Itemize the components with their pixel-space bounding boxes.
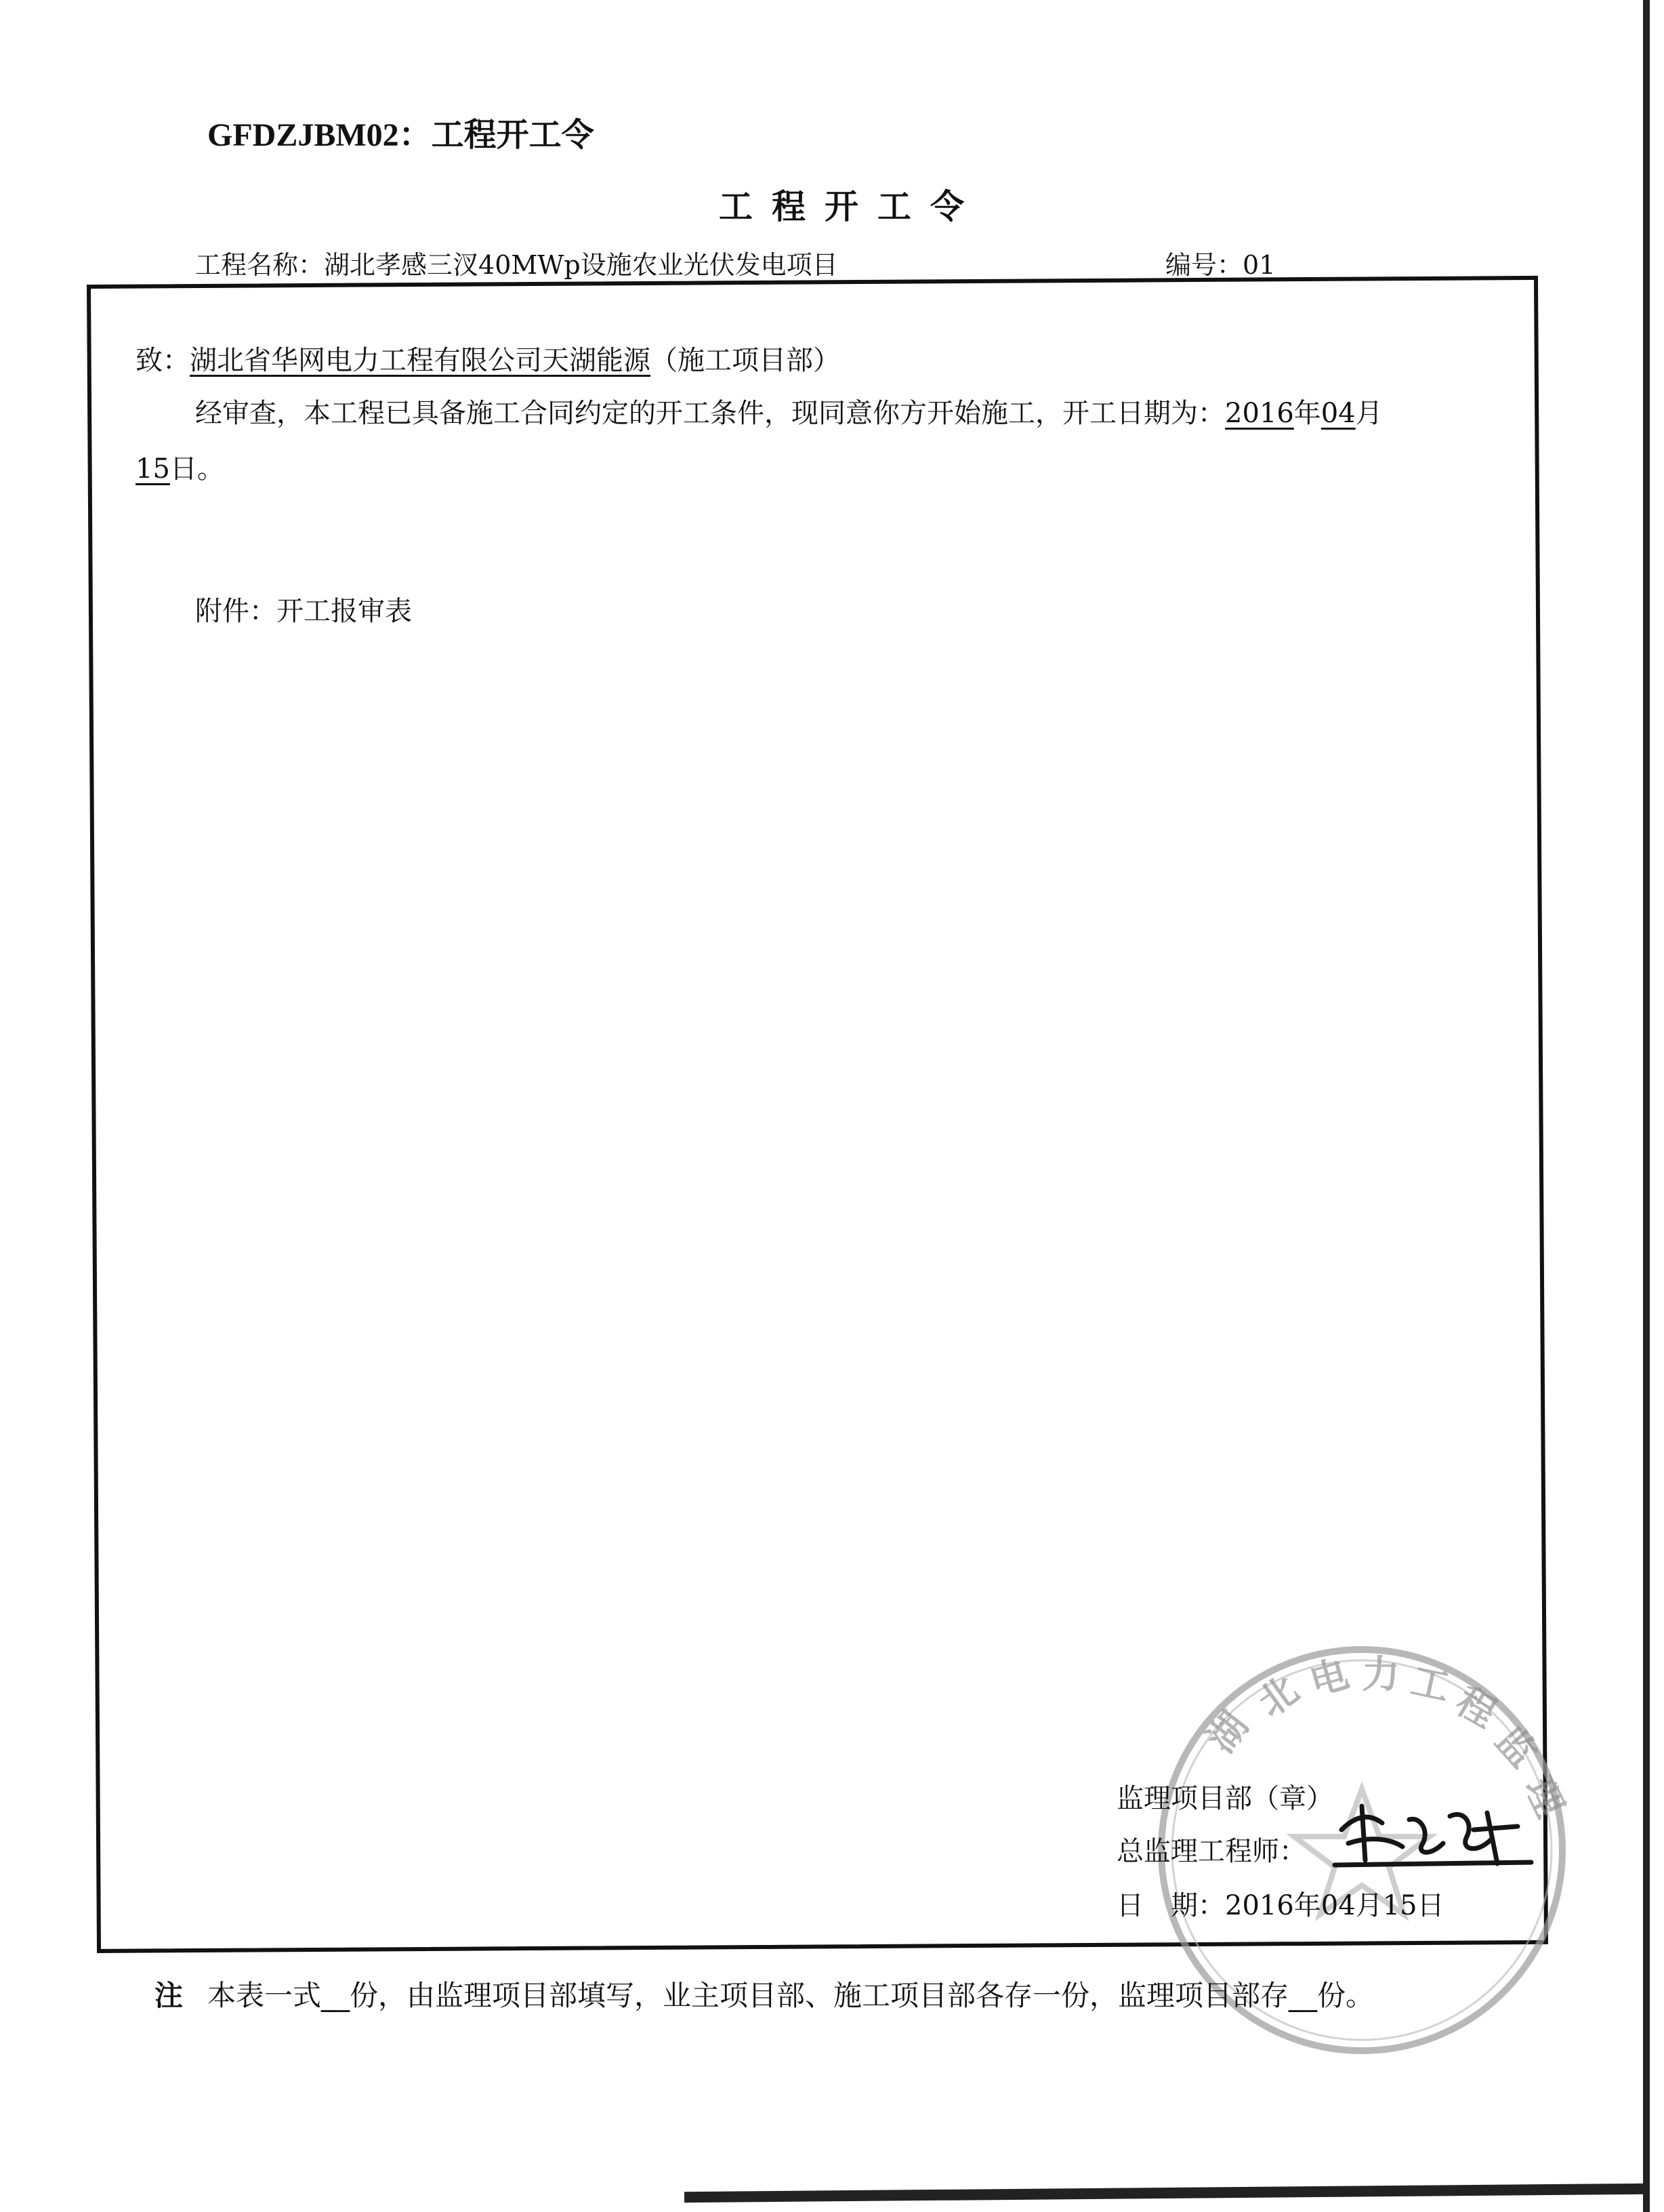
start-month: 04 bbox=[1320, 398, 1356, 429]
svg-text:工: 工 bbox=[1407, 1659, 1454, 1711]
svg-text:理: 理 bbox=[1516, 1770, 1573, 1824]
scan-edge-right bbox=[1643, 0, 1650, 2212]
svg-text:电: 电 bbox=[1304, 1652, 1354, 1705]
chief-engineer-label: 总监理工程师： bbox=[1117, 1836, 1306, 1867]
year-unit: 年 bbox=[1293, 398, 1321, 429]
scan-edge-bottom bbox=[684, 2184, 1646, 2203]
attachment-line: 附件：开工报审表 bbox=[195, 596, 412, 627]
approval-text-line-2 bbox=[136, 447, 224, 486]
footer-note bbox=[154, 1973, 1374, 2014]
note-text: 本表一式__份，由监理项目部填写，业主项目部、施工项目部各存一份，监理项目部存__份。 bbox=[207, 1979, 1375, 2012]
date-label: 日 期： bbox=[1117, 1890, 1225, 1921]
serial-number-line bbox=[1165, 244, 1275, 281]
svg-text:力: 力 bbox=[1362, 1653, 1400, 1697]
addressee-line bbox=[136, 339, 840, 377]
addressee-suffix: （施工项目部） bbox=[650, 345, 840, 376]
sign-date-line bbox=[1117, 1884, 1444, 1923]
date-value: 2016年04月15日 bbox=[1225, 1890, 1444, 1921]
serial-number-label: 编号： bbox=[1165, 250, 1243, 280]
serial-number-value: 01 bbox=[1243, 250, 1276, 280]
svg-text:监: 监 bbox=[1486, 1718, 1545, 1776]
handwritten-signature bbox=[1328, 1789, 1545, 1877]
start-day: 15 bbox=[136, 453, 170, 485]
page-title: 工程开工令 bbox=[719, 187, 983, 226]
day-unit: 日。 bbox=[169, 453, 224, 485]
project-name-line bbox=[195, 244, 838, 281]
svg-text:程: 程 bbox=[1449, 1679, 1503, 1737]
approval-text: 经审查，本工程已具备施工合同约定的开工条件，现同意你方开始施工，开工日期为： bbox=[195, 398, 1225, 429]
to-label: 致： bbox=[136, 345, 190, 376]
month-unit: 月 bbox=[1355, 398, 1383, 429]
form-code: GFDZJBM02：工程开工令 bbox=[207, 117, 594, 153]
approval-text-line-1 bbox=[195, 392, 1383, 430]
svg-text:湖: 湖 bbox=[1199, 1704, 1257, 1761]
project-name-value: 湖北孝感三汊40MWp设施农业光伏发电项目 bbox=[324, 250, 838, 280]
addressee-name: 湖北省华网电力工程有限公司天湖能源 bbox=[190, 345, 650, 376]
project-name-label: 工程名称： bbox=[195, 250, 325, 280]
note-label: 注 bbox=[154, 1979, 184, 2012]
supervision-department-label: 监理项目部（章） bbox=[1117, 1783, 1333, 1814]
svg-text:北: 北 bbox=[1250, 1667, 1307, 1726]
start-year: 2016 bbox=[1225, 398, 1294, 429]
